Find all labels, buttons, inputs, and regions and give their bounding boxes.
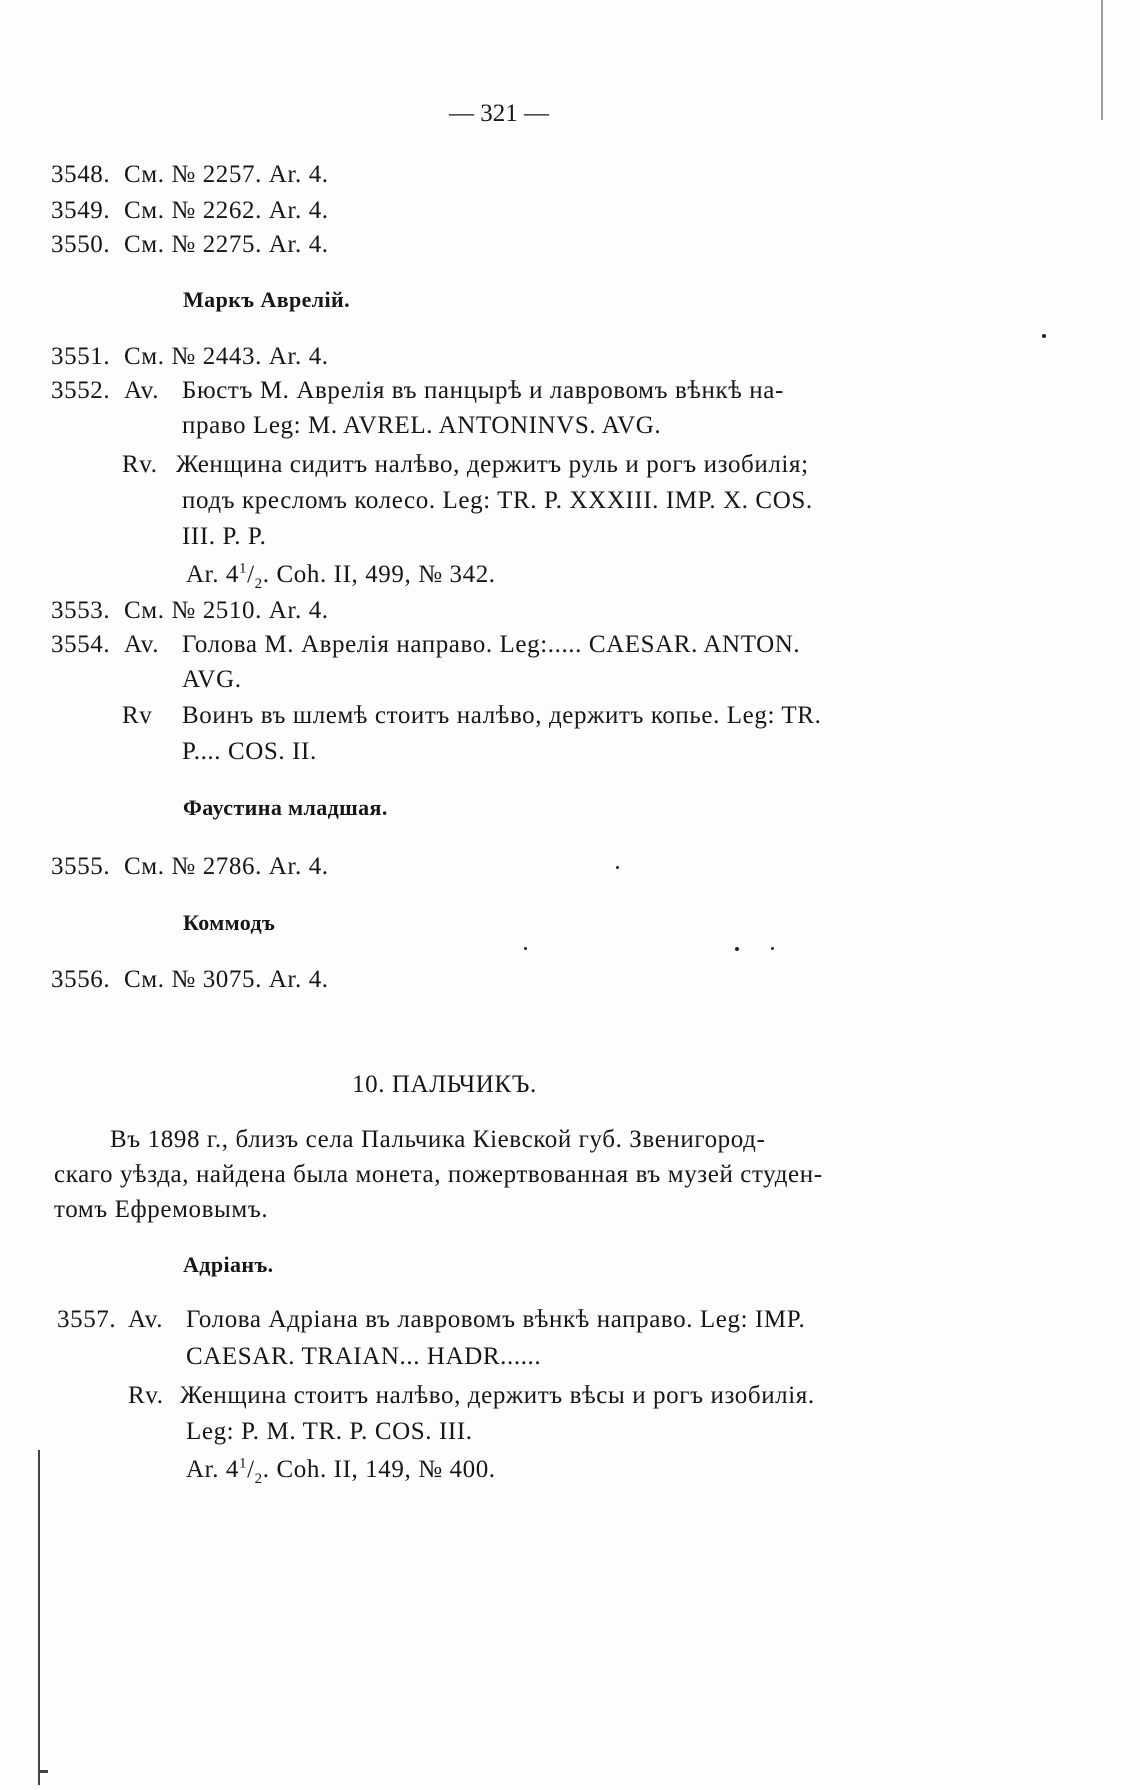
entry-3552-ar-coh: Ar. $4^1/_2$. Coh. II, 499, № 342. <box>186 560 496 592</box>
entry-3552-rv-line-2: подъ кресломъ колесо. Leg: TR. P. XXXIII. IMP. X. COS. <box>182 487 813 514</box>
heading-commodus: Коммодъ <box>183 910 276 935</box>
entry-3548-number: 3548. <box>51 161 111 188</box>
entry-3552-rv-line-1: Женщина сидитъ налѣво, держитъ руль и рогъ изобилія; <box>176 451 809 478</box>
paragraph-line-1: Въ 1898 г., близъ села Пальчика Кіевской губ. Звенигород- <box>110 1126 766 1153</box>
entry-3554-number: 3554. <box>51 631 111 658</box>
entry-3549-number: 3549. <box>51 197 111 224</box>
entry-3548-text: См. № 2257. Ar. 4. <box>124 161 329 188</box>
entry-3552-rv-label: Rv. <box>122 451 158 478</box>
entry-3554-av-label: Av. <box>124 631 160 658</box>
entry-3554-av-line-2: AVG. <box>182 666 242 693</box>
entry-3552-number: 3552. <box>51 377 111 404</box>
entry-3552-rv-line-3: III. P. P. <box>182 523 267 550</box>
entry-3557-rv-line-2: Leg: P. M. TR. P. COS. III. <box>186 1418 473 1445</box>
entry-3555-number: 3555. <box>51 853 111 880</box>
paragraph-line-2: скаго уѣзда, найдена была монета, пожертвованная въ музей студен- <box>54 1161 823 1188</box>
scan-dot-right <box>1042 334 1046 338</box>
entry-3554-rv-line-2: P.... COS. II. <box>182 738 317 765</box>
entry-3557-rv-label: Rv. <box>128 1382 164 1409</box>
entry-3552-av-line-1: Бюстъ М. Аврелія въ панцырѣ и лавровомъ вѣнкѣ на- <box>182 377 784 404</box>
heading-hadrian: Адріанъ. <box>183 1252 274 1277</box>
scan-edge-foot-left <box>38 1770 48 1773</box>
scan-dot-mid-4 <box>771 947 774 950</box>
entry-3557-ar-coh: Ar. $4^1/_2$. Coh. II, 149, № 400. <box>186 1455 496 1487</box>
entry-3555-text: См. № 2786. Ar. 4. <box>124 853 329 880</box>
scan-dot-mid-1 <box>616 866 619 869</box>
entry-3557-number: 3557. <box>57 1306 117 1333</box>
heading-faustina-minor: Фаустина младшая. <box>183 795 388 820</box>
scan-edge-line-left <box>38 1450 40 1785</box>
entry-3554-rv-line-1: Воинъ въ шлемѣ стоитъ налѣво, держитъ копье. Leg: TR. <box>182 702 822 729</box>
entry-3552-av-label: Av. <box>124 377 160 404</box>
entry-3551-text: См. № 2443. Ar. 4. <box>124 343 329 370</box>
entry-3553-number: 3553. <box>51 597 111 624</box>
entry-3557-av-line-2: CAESAR. TRAIAN... HADR...... <box>186 1343 542 1370</box>
page-number: — 321 — <box>449 100 549 127</box>
scan-dot-mid-3 <box>735 947 739 951</box>
entry-3557-av-label: Av. <box>128 1306 164 1333</box>
scan-edge-line-right <box>1101 0 1103 120</box>
paragraph-line-3: томъ Ефремовымъ. <box>54 1196 269 1223</box>
entry-3557-av-line-1: Голова Адріана въ лавровомъ вѣнкѣ направо. Leg: IMP. <box>186 1306 806 1333</box>
section-title: 10. ПАЛЬЧИКЪ. <box>352 1071 537 1098</box>
entry-3557-rv-line-1: Женщина стоитъ налѣво, держитъ вѣсы и рогъ изобилія. <box>180 1382 815 1409</box>
entry-3556-number: 3556. <box>51 966 111 993</box>
heading-marcus-aurelius: Маркъ Аврелій. <box>183 287 351 312</box>
entry-3551-number: 3551. <box>51 343 111 370</box>
entry-3549-text: См. № 2262. Ar. 4. <box>124 197 329 224</box>
entry-3553-text: См. № 2510. Ar. 4. <box>124 597 329 624</box>
entry-3554-av-line-1: Голова М. Аврелія направо. Leg:..... CAESAR. ANTON. <box>182 631 801 658</box>
entry-3552-av-line-2: право Leg: M. AVREL. ANTONINVS. AVG. <box>182 412 662 439</box>
entry-3554-rv-label: Rv <box>122 702 153 729</box>
scan-dot-mid-2 <box>524 947 527 950</box>
entry-3556-text: См. № 3075. Ar. 4. <box>124 966 329 993</box>
entry-3550-text: См. № 2275. Ar. 4. <box>124 231 329 258</box>
entry-3550-number: 3550. <box>51 231 111 258</box>
